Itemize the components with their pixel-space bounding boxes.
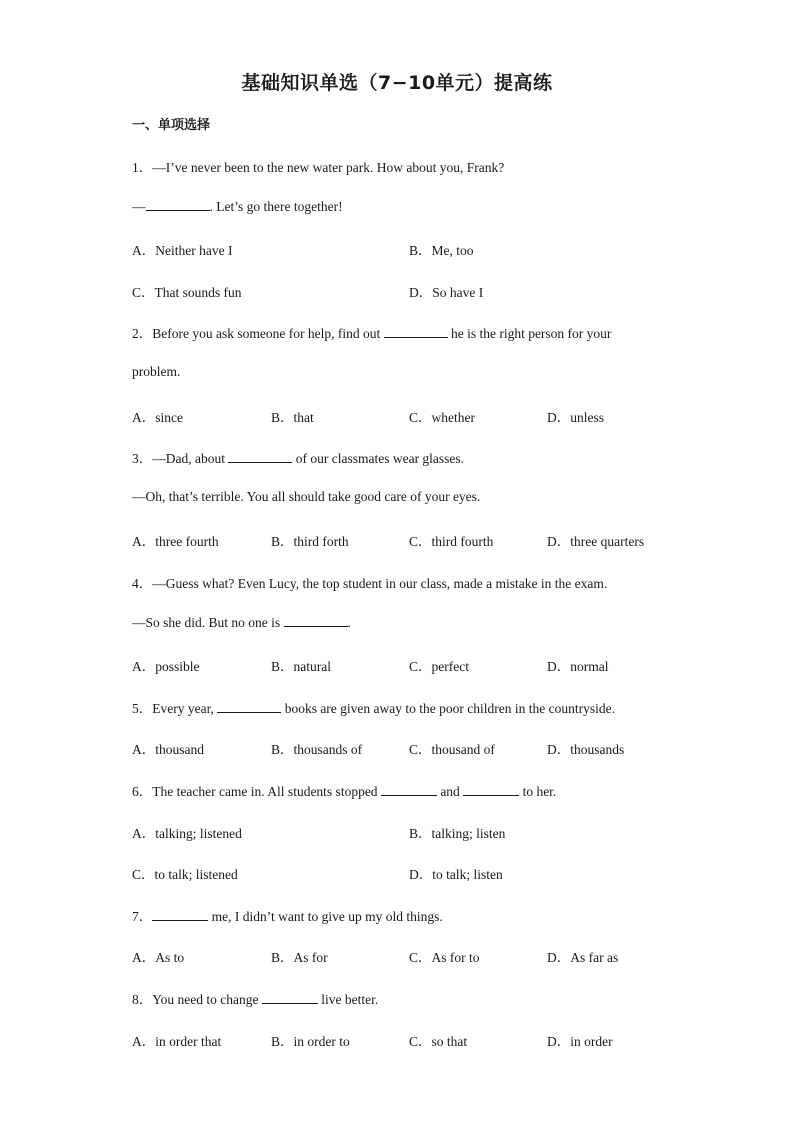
question-2-line-2 <box>132 364 180 380</box>
option-a[interactable]: A．talking; listened <box>132 826 242 841</box>
answer-blank[interactable] <box>381 783 437 796</box>
option-a[interactable]: A．in order that <box>132 1034 222 1049</box>
question-text: — <box>132 199 146 214</box>
option-d[interactable]: D．unless <box>547 410 604 425</box>
question-text: he is the right person for your <box>447 326 612 341</box>
question-text: —I’ve never been to the new water park. How about you, Frank? <box>152 160 505 175</box>
option-a[interactable]: A．since <box>132 410 183 425</box>
option-d[interactable]: D．As far as <box>547 950 619 965</box>
option-b[interactable]: B．As for <box>271 950 328 965</box>
option-a[interactable]: A．Neither have I <box>132 243 233 258</box>
question-text: books are given away to the poor children in the countryside. <box>281 701 615 716</box>
question-1-line-1 <box>132 156 504 176</box>
option-d[interactable]: D．So have I <box>409 285 484 300</box>
question-7-line-1 <box>132 905 443 925</box>
question-number: 3． <box>132 451 153 466</box>
question-text: —Oh, that’s terrible. You all should take good care of your eyes. <box>132 489 481 504</box>
option-d[interactable]: D．thousands <box>547 742 625 757</box>
option-c[interactable]: C．perfect <box>409 659 469 674</box>
question-4-line-2 <box>132 614 351 631</box>
option-b[interactable]: B．that <box>271 410 314 425</box>
answer-blank[interactable] <box>146 198 210 211</box>
option-b[interactable]: B．in order to <box>271 1034 350 1049</box>
question-number: 7． <box>132 909 153 924</box>
option-d[interactable]: D．to talk; listen <box>409 867 503 882</box>
question-text: Every year, <box>152 701 218 716</box>
option-c[interactable]: C．As for to <box>409 950 480 965</box>
question-number: 6． <box>132 784 153 799</box>
question-text: . <box>347 615 351 630</box>
question-text: You need to change <box>152 992 262 1007</box>
section-heading: 一、单项选择 <box>132 118 211 133</box>
question-3-line-2 <box>132 489 480 505</box>
question-5-line-1 <box>132 697 615 717</box>
question-3-line-1 <box>132 447 464 467</box>
option-a[interactable]: A．As to <box>132 950 185 965</box>
option-a[interactable]: A．possible <box>132 659 200 674</box>
option-d[interactable]: D．three quarters <box>547 534 645 549</box>
question-1-line-2 <box>132 198 343 215</box>
question-text: problem. <box>132 364 181 379</box>
question-text: me, I didn’t want to give up my old things. <box>208 909 443 924</box>
answer-blank[interactable] <box>217 700 281 713</box>
option-b[interactable]: B．talking; listen <box>409 826 506 841</box>
option-b[interactable]: B．third forth <box>271 534 349 549</box>
question-2-line-1 <box>132 322 611 342</box>
page-title: 基础知识单选（7−10单元）提高练 <box>241 72 553 94</box>
question-text: —So she did. But no one is <box>132 615 284 630</box>
question-6-line-1 <box>132 780 556 800</box>
question-text: The teacher came in. All students stopped <box>152 784 381 799</box>
answer-blank[interactable] <box>384 325 448 338</box>
question-text: live better. <box>317 992 379 1007</box>
option-b[interactable]: B．thousands of <box>271 742 363 757</box>
option-b[interactable]: B．natural <box>271 659 331 674</box>
option-d[interactable]: D．in order <box>547 1034 613 1049</box>
answer-blank[interactable] <box>152 908 208 921</box>
question-text: of our classmates wear glasses. <box>292 451 465 466</box>
answer-blank[interactable] <box>284 614 348 627</box>
answer-blank[interactable] <box>463 783 519 796</box>
question-text: to her. <box>519 784 557 799</box>
question-text: —Guess what? Even Lucy, the top student in our class, made a mistake in the exam. <box>152 576 608 591</box>
option-c[interactable]: C．whether <box>409 410 475 425</box>
question-text: Before you ask someone for help, find out <box>152 326 384 341</box>
question-number: 2． <box>132 326 153 341</box>
question-text: and <box>436 784 464 799</box>
question-number: 1． <box>132 160 153 175</box>
question-4-line-1 <box>132 572 607 592</box>
question-8-line-1 <box>132 988 378 1008</box>
question-number: 8． <box>132 992 153 1007</box>
option-c[interactable]: C．thousand of <box>409 742 495 757</box>
option-b[interactable]: B．Me, too <box>409 243 474 258</box>
question-text: . Let’s go there together! <box>209 199 343 214</box>
answer-blank[interactable] <box>228 450 292 463</box>
answer-blank[interactable] <box>262 991 318 1004</box>
option-a[interactable]: A．three fourth <box>132 534 219 549</box>
option-c[interactable]: C．to talk; listened <box>132 867 238 882</box>
option-a[interactable]: A．thousand <box>132 742 204 757</box>
question-text: —Dad, about <box>152 451 229 466</box>
question-number: 5． <box>132 701 153 716</box>
option-d[interactable]: D．normal <box>547 659 609 674</box>
option-c[interactable]: C．so that <box>409 1034 468 1049</box>
option-c[interactable]: C．third fourth <box>409 534 494 549</box>
option-c[interactable]: C．That sounds fun <box>132 285 242 300</box>
question-number: 4． <box>132 576 153 591</box>
